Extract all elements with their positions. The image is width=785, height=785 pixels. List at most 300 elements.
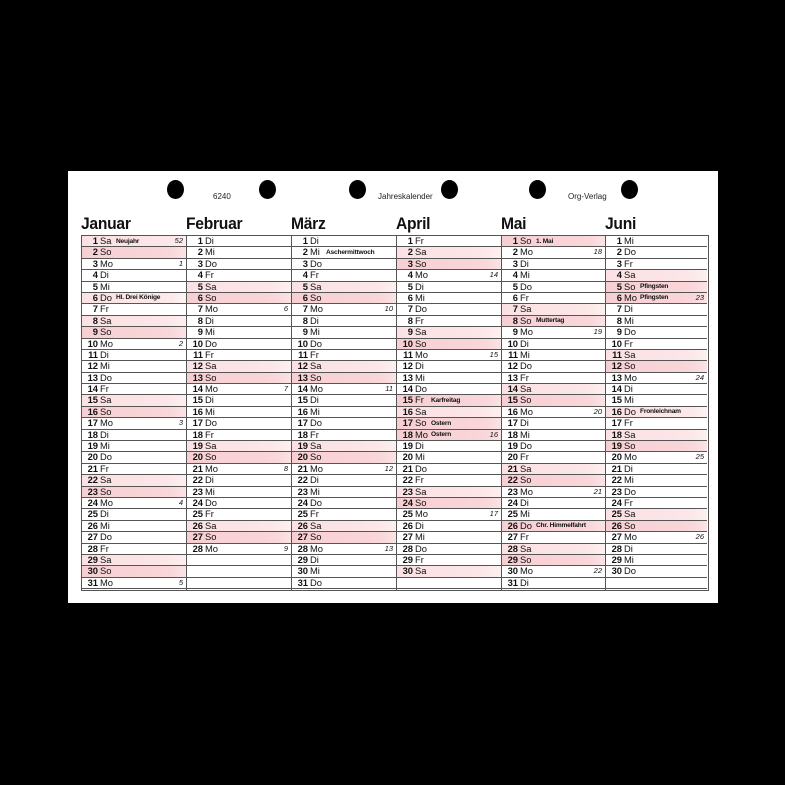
weekday: Di [624, 462, 633, 474]
weekday: So [415, 417, 427, 429]
day-number: 27 [507, 531, 518, 543]
day-number: 20 [192, 451, 203, 463]
weekday: Do [624, 326, 636, 338]
weekday: Mo [624, 531, 638, 543]
week-number: 20 [593, 406, 602, 416]
weekday: Mi [100, 280, 110, 292]
day-number: 10 [192, 337, 203, 349]
weekday: So [100, 565, 112, 577]
day-number: 30 [87, 565, 98, 577]
day-number: 1 [92, 235, 98, 246]
day-number: 9 [407, 326, 413, 338]
weekday: Mo [415, 508, 429, 520]
day-number: 26 [611, 519, 622, 531]
day-number: 20 [611, 451, 622, 463]
day-number: 20 [297, 451, 308, 463]
weekday: Sa [205, 519, 217, 531]
day-number: 5 [92, 280, 98, 292]
day-number: 26 [507, 519, 518, 531]
day-number: 9 [197, 326, 203, 338]
day-row [606, 418, 707, 429]
day-number: 12 [192, 360, 203, 372]
day-number: 4 [197, 269, 203, 281]
weekday: Di [520, 417, 529, 429]
day-number: 14 [507, 383, 518, 395]
weekday: Fr [310, 348, 319, 360]
week-number: 2 [178, 338, 183, 348]
weekday: Mo [205, 462, 219, 474]
day-number: 6 [512, 291, 518, 303]
weekday: Mo [520, 326, 534, 338]
day-number: 13 [507, 371, 518, 383]
weekday: Mi [310, 246, 320, 258]
day-row [292, 475, 396, 486]
weekday: Sa [520, 542, 532, 554]
weekday: Fr [205, 428, 214, 440]
weekday: Di [205, 394, 214, 406]
day-number: 27 [611, 531, 622, 543]
weekday: Mi [205, 326, 215, 338]
weekday: Di [624, 542, 633, 554]
day-number: 30 [402, 565, 413, 577]
weekday: Mo [520, 246, 534, 258]
weekday: Mi [520, 269, 530, 281]
weekday: Do [100, 531, 112, 543]
day-number: 6 [407, 291, 413, 303]
day-number: 4 [407, 269, 413, 281]
day-number: 1 [616, 235, 622, 246]
weekday: Mo [310, 462, 324, 474]
weekday: Sa [520, 383, 532, 395]
day-number: 28 [402, 542, 413, 554]
day-number: 7 [92, 303, 98, 315]
day-row [397, 566, 501, 577]
day-number: 28 [297, 542, 308, 554]
day-row [502, 327, 605, 338]
weekday: Sa [100, 474, 112, 486]
weekday: So [310, 291, 322, 303]
day-row [187, 327, 291, 338]
day-row [82, 532, 186, 543]
day-number: 4 [92, 269, 98, 281]
weekday: Fr [205, 269, 214, 281]
day-number: 13 [297, 371, 308, 383]
weekday: Sa [205, 360, 217, 372]
weekday: Sa [415, 326, 427, 338]
day-number: 18 [507, 428, 518, 440]
day-number: 26 [297, 519, 308, 531]
weekday: Mo [100, 576, 114, 588]
day-row [606, 475, 707, 486]
holiday-label: Karfreitag [431, 396, 461, 404]
weekday: Mi [415, 291, 425, 303]
day-number: 4 [616, 269, 622, 281]
day-row [187, 544, 291, 555]
weekday: Mi [415, 451, 425, 463]
weekday: So [310, 451, 322, 463]
day-number: 12 [297, 360, 308, 372]
holiday-label: Ostern [431, 431, 452, 439]
weekday: Di [415, 280, 424, 292]
weekday: So [100, 485, 112, 497]
week-number: 11 [385, 384, 393, 394]
day-row [606, 361, 707, 372]
day-row [187, 555, 291, 566]
day-number: 19 [192, 440, 203, 452]
day-number: 4 [302, 269, 308, 281]
day-row [397, 578, 501, 589]
day-number: 11 [508, 348, 518, 360]
weekday: So [100, 246, 112, 258]
day-number: 21 [297, 462, 308, 474]
weekday: Fr [415, 235, 424, 246]
weekday: Sa [624, 428, 636, 440]
day-number: 21 [611, 462, 622, 474]
weekday: So [624, 360, 636, 372]
weekday: Do [310, 417, 322, 429]
weekday: So [520, 235, 532, 246]
day-number: 22 [611, 474, 622, 486]
day-number: 17 [507, 417, 518, 429]
day-row [292, 270, 396, 281]
weekday: Mi [624, 235, 634, 246]
day-number: 17 [402, 417, 413, 429]
day-number: 7 [616, 303, 622, 315]
day-number: 3 [92, 257, 98, 269]
week-number: 9 [283, 543, 288, 553]
day-row [397, 418, 501, 429]
day-number: 17 [297, 417, 308, 429]
weekday: Sa [624, 269, 636, 281]
day-number: 13 [87, 371, 98, 383]
day-number: 15 [507, 394, 518, 406]
holiday-label: Pfingsten [640, 294, 669, 302]
weekday: Fr [205, 348, 214, 360]
weekday: Di [520, 496, 529, 508]
day-number: 31 [507, 576, 518, 588]
day-number: 13 [611, 371, 622, 383]
day-number: 16 [611, 405, 622, 417]
weekday: Do [100, 451, 112, 463]
day-row [82, 475, 186, 486]
day-number: 14 [297, 383, 308, 395]
day-number: 4 [512, 269, 518, 281]
weekday: Sa [310, 280, 322, 292]
day-row [502, 566, 605, 577]
week-number: 26 [695, 532, 704, 542]
week-number: 1 [178, 258, 183, 268]
day-number: 23 [507, 485, 518, 497]
day-number: 8 [407, 314, 413, 326]
day-number: 17 [87, 417, 98, 429]
weekday: Di [205, 314, 214, 326]
day-number: 20 [87, 451, 98, 463]
month-column [502, 236, 606, 590]
day-number: 27 [402, 531, 413, 543]
day-number: 11 [88, 348, 98, 360]
day-number: 24 [507, 496, 518, 508]
day-number: 8 [512, 314, 518, 326]
day-row [187, 361, 291, 372]
weekday: Mo [624, 451, 638, 463]
day-row [502, 578, 605, 589]
day-number: 22 [297, 474, 308, 486]
weekday: Sa [415, 565, 427, 577]
day-number: 19 [507, 440, 518, 452]
weekday: Fr [205, 508, 214, 520]
week-number: 23 [695, 292, 704, 302]
weekday: So [520, 394, 532, 406]
weekday: Fr [100, 542, 109, 554]
day-number: 6 [616, 291, 622, 303]
day-number: 9 [302, 326, 308, 338]
day-number: 15 [611, 394, 622, 406]
day-number: 1 [512, 235, 518, 246]
day-number: 3 [407, 257, 413, 269]
day-number: 27 [87, 531, 98, 543]
day-row [82, 327, 186, 338]
weekday: Mo [310, 303, 324, 315]
holiday-label: 1. Mai [536, 237, 554, 245]
calendar-card [68, 171, 718, 603]
weekday: Mo [415, 428, 429, 440]
day-row [606, 566, 707, 577]
weekday: Di [205, 235, 214, 246]
weekday: Di [415, 360, 424, 372]
weekday: Fr [100, 462, 109, 474]
day-number: 28 [611, 542, 622, 554]
day-number: 25 [611, 508, 622, 520]
weekday: Fr [624, 257, 633, 269]
weekday: So [100, 405, 112, 417]
day-number: 7 [197, 303, 203, 315]
weekday: Do [205, 496, 217, 508]
weekday: Mo [624, 371, 638, 383]
day-number: 18 [87, 428, 98, 440]
weekday: Fr [310, 508, 319, 520]
day-number: 12 [507, 360, 518, 372]
weekday: Sa [205, 280, 217, 292]
weekday: Do [415, 462, 427, 474]
day-row [606, 578, 707, 589]
weekday: Mi [310, 565, 320, 577]
weekday: Mi [310, 485, 320, 497]
day-number: 7 [407, 303, 413, 315]
weekday: Sa [415, 485, 427, 497]
day-number: 6 [92, 291, 98, 303]
day-number: 19 [402, 440, 413, 452]
holiday-label: Pfingsten [640, 283, 669, 291]
weekday: Sa [100, 235, 112, 246]
day-number: 11 [612, 348, 622, 360]
weekday: Mi [624, 314, 634, 326]
weekday: Do [520, 519, 532, 531]
weekday: Mi [205, 405, 215, 417]
day-row [502, 418, 605, 429]
weekday: Mo [624, 291, 638, 303]
weekday: Mi [520, 428, 530, 440]
day-number: 15 [402, 394, 413, 406]
day-number: 18 [611, 428, 622, 440]
week-number: 22 [593, 566, 602, 576]
day-number: 30 [297, 565, 308, 577]
holiday-label: Neujahr [116, 237, 140, 245]
day-row [292, 361, 396, 372]
weekday: So [310, 371, 322, 383]
day-row [502, 475, 605, 486]
week-number: 21 [593, 486, 602, 496]
weekday: Mo [100, 257, 114, 269]
day-row [502, 270, 605, 281]
day-number: 2 [512, 246, 518, 258]
day-number: 19 [87, 440, 98, 452]
day-number: 18 [297, 428, 308, 440]
day-row [397, 327, 501, 338]
day-number: 15 [192, 394, 203, 406]
day-row [187, 578, 291, 589]
day-number: 3 [302, 257, 308, 269]
day-number: 12 [87, 360, 98, 372]
day-number: 22 [87, 474, 98, 486]
weekday: Do [205, 417, 217, 429]
day-number: 19 [297, 440, 308, 452]
weekday: Sa [100, 314, 112, 326]
holiday-label: Chr. Himmelfahrt [536, 522, 586, 530]
day-number: 29 [611, 553, 622, 565]
day-number: 21 [87, 462, 98, 474]
weekday: Mo [520, 485, 534, 497]
weekday: Do [624, 405, 636, 417]
punch-hole-icon [621, 180, 638, 199]
day-number: 25 [402, 508, 413, 520]
weekday: Mo [415, 269, 429, 281]
day-number: 23 [297, 485, 308, 497]
month-column [187, 236, 292, 590]
day-number: 16 [192, 405, 203, 417]
weekday: Do [520, 280, 532, 292]
weekday: Di [310, 553, 319, 565]
weekday: Fr [520, 531, 529, 543]
day-number: 26 [402, 519, 413, 531]
punch-hole-icon [349, 180, 366, 199]
weekday: Di [520, 257, 529, 269]
weekday: Mi [624, 474, 634, 486]
day-row [187, 418, 291, 429]
weekday: So [624, 280, 636, 292]
day-number: 10 [611, 337, 622, 349]
day-row [397, 532, 501, 543]
weekday: Di [310, 474, 319, 486]
day-row [397, 361, 501, 372]
day-number: 30 [507, 565, 518, 577]
day-row [82, 566, 186, 577]
weekday: Sa [520, 303, 532, 315]
weekday: So [520, 553, 532, 565]
day-number: 22 [192, 474, 203, 486]
weekday: Mi [415, 531, 425, 543]
day-number: 20 [507, 451, 518, 463]
day-number: 17 [192, 417, 203, 429]
day-number: 6 [302, 291, 308, 303]
month-column [606, 236, 707, 590]
day-number: 26 [192, 519, 203, 531]
weekday: Fr [100, 303, 109, 315]
day-number: 2 [302, 246, 308, 258]
weekday: Mo [100, 496, 114, 508]
day-number: 2 [616, 246, 622, 258]
calendar-title: Jahreskalender [378, 192, 433, 201]
month-title: Mai [501, 214, 527, 233]
day-number: 11 [193, 348, 203, 360]
weekday: Di [310, 235, 319, 246]
week-number: 15 [489, 349, 498, 359]
weekday: Sa [624, 348, 636, 360]
day-number: 15 [297, 394, 308, 406]
day-number: 23 [611, 485, 622, 497]
day-number: 22 [507, 474, 518, 486]
weekday: Di [100, 428, 109, 440]
day-number: 24 [297, 496, 308, 508]
holiday-label: Aschermittwoch [326, 248, 375, 256]
day-number: 5 [302, 280, 308, 292]
day-number: 28 [507, 542, 518, 554]
day-number: 29 [297, 553, 308, 565]
day-row [502, 361, 605, 372]
day-number: 31 [297, 576, 308, 588]
day-number: 23 [87, 485, 98, 497]
publisher-name: Org-Verlag [568, 192, 607, 201]
week-number: 25 [695, 452, 704, 462]
day-number: 27 [297, 531, 308, 543]
weekday: So [624, 440, 636, 452]
day-number: 25 [87, 508, 98, 520]
weekday: Sa [100, 394, 112, 406]
weekday: Mo [205, 383, 219, 395]
weekday: Sa [415, 246, 427, 258]
day-number: 8 [197, 314, 203, 326]
week-number: 7 [283, 384, 288, 394]
month-title: Juni [605, 214, 637, 233]
day-number: 8 [302, 314, 308, 326]
day-row [82, 578, 186, 589]
weekday: Fr [624, 496, 633, 508]
day-number: 7 [302, 303, 308, 315]
day-number: 2 [92, 246, 98, 258]
holiday-label: Ostern [431, 419, 452, 427]
weekday: Do [205, 337, 217, 349]
weekday: Di [520, 337, 529, 349]
weekday: Do [624, 485, 636, 497]
weekday: Do [415, 383, 427, 395]
day-number: 3 [197, 257, 203, 269]
day-number: 29 [402, 553, 413, 565]
holiday-label: Hl. Drei Könige [116, 294, 161, 302]
day-number: 1 [302, 235, 308, 246]
day-row [187, 270, 291, 281]
weekday: Fr [415, 394, 424, 406]
week-number: 18 [593, 247, 602, 257]
day-number: 13 [192, 371, 203, 383]
month-title: April [396, 214, 431, 233]
holiday-label: Fronleichnam [640, 408, 681, 416]
day-number: 28 [87, 542, 98, 554]
month-column [292, 236, 397, 590]
day-number: 18 [402, 428, 413, 440]
weekday: Di [415, 440, 424, 452]
weekday: Di [310, 314, 319, 326]
week-number: 52 [174, 236, 183, 245]
week-number: 19 [593, 327, 602, 337]
